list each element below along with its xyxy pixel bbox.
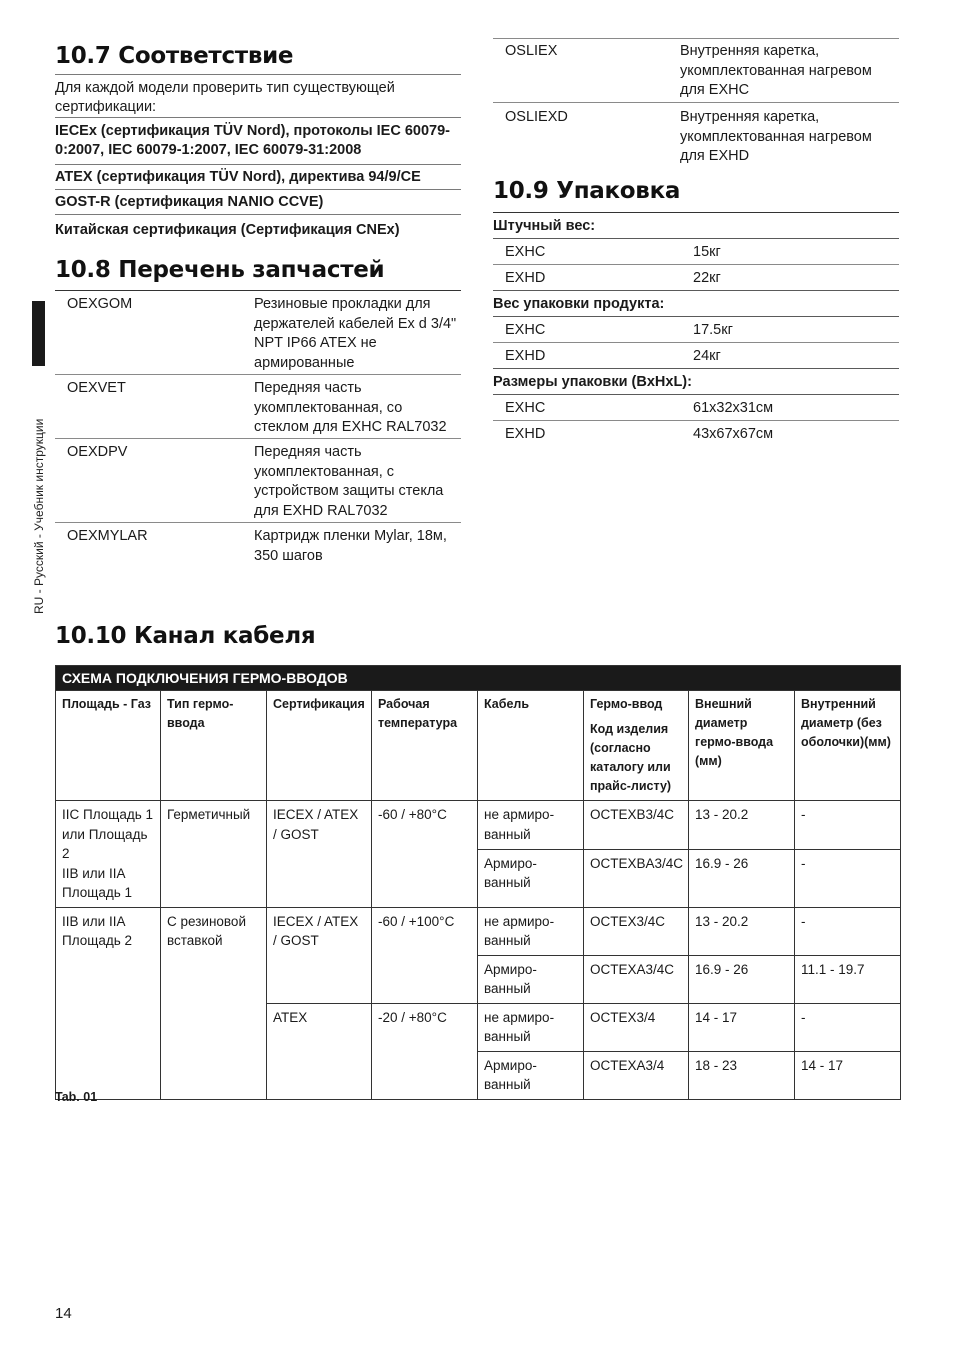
packaging-value: 61x32x31см — [693, 400, 774, 416]
spare-part-row — [493, 39, 899, 103]
cell-outer: 18 - 23 — [689, 1051, 795, 1099]
packaging-row — [493, 239, 899, 265]
cell-area: IIC Площадь 1 или Площадь 2 IIB или IIA Площадь 1 — [56, 801, 161, 908]
col-header-gland-sub: Код изделия (согласно каталогу или прайс-листу) — [590, 722, 672, 793]
cell-code: OCTEXBA3/4C — [584, 849, 689, 907]
cell-cert: ATEX — [267, 1003, 372, 1099]
cell-cert: IECEX / ATEX / GOST — [267, 801, 372, 908]
spare-part-desc: Внутренняя каретка, укомплектованная нагревом для EXHC — [680, 43, 872, 98]
spare-part-desc: Передняя часть укомплектованная, со стеклом для EXHC RAL7032 — [254, 380, 447, 435]
packaging-row — [493, 343, 899, 369]
spare-part-row — [55, 375, 461, 439]
cell-outer: 16.9 - 26 — [689, 849, 795, 907]
cable-gland-table — [55, 665, 901, 1100]
packaging-model: EXHD — [505, 426, 546, 442]
compliance-intro: Для каждой модели проверить тип существующей сертификации: — [55, 75, 461, 118]
cell-inner: - — [795, 849, 901, 907]
cell-code: OCTEXB3/4C — [584, 801, 689, 850]
cell-code: OCTEX3/4 — [584, 1003, 689, 1051]
packaging-value: 22кг — [693, 270, 721, 286]
cell-code: OCTEX3/4C — [584, 907, 689, 955]
section-packaging — [493, 175, 899, 447]
section-spare-parts — [55, 254, 461, 573]
col-header-area: Площадь - Газ — [56, 691, 161, 801]
table-banner: СХЕМА ПОДКЛЮЧЕНИЯ ГЕРМО-ВВОДОВ — [56, 666, 901, 691]
cell-code: OCTEXA3/4 — [584, 1051, 689, 1099]
spare-part-code: OEXDPV — [67, 444, 128, 460]
cell-cable: Армиро-ванный — [478, 1051, 584, 1099]
spare-part-desc: Передняя часть укомплектованная, с устройством защиты стекла для EXHD RAL7032 — [254, 444, 444, 519]
table-caption: Tab. 01 — [55, 1090, 98, 1104]
col-header-gland-title: Гермо-ввод — [590, 697, 663, 711]
spare-part-row — [55, 439, 461, 523]
cell-cable: не армиро-ванный — [478, 801, 584, 850]
cell-inner: 14 - 17 — [795, 1051, 901, 1099]
compliance-item: IECEx (сертификация TÜV Nord), протоколы IEC 60079-0:2007, IEC 60079-1:2007, IEC 60079-31:2008 — [55, 118, 461, 165]
cell-temp: -60 / +100°C — [372, 907, 478, 1003]
packaging-model: EXHC — [505, 322, 546, 338]
cell-type: Герметичный — [161, 801, 267, 908]
packaging-model: EXHD — [505, 270, 546, 286]
section-title-spare-parts: 10.8 Перечень запчастей — [55, 254, 461, 291]
compliance-item: ATEX (сертификация TÜV Nord), директива 94/9/CE — [55, 165, 461, 190]
packaging-row — [493, 265, 899, 291]
spare-part-row — [55, 291, 461, 375]
cell-outer: 16.9 - 26 — [689, 955, 795, 1003]
spare-part-code: OEXMYLAR — [67, 528, 148, 544]
cell-outer: 13 - 20.2 — [689, 907, 795, 955]
cell-inner: - — [795, 801, 901, 850]
col-header-temp: Рабочая температура — [372, 691, 478, 801]
packaging-value: 17.5кг — [693, 322, 733, 338]
packaging-row — [493, 395, 899, 421]
cell-temp: -60 / +80°C — [372, 801, 478, 908]
col-header-cable: Кабель — [478, 691, 584, 801]
packaging-value: 15кг — [693, 244, 721, 260]
packaging-model: EXHD — [505, 348, 546, 364]
col-header-outer: Внешний диаметр гермо-ввода (мм) — [689, 691, 795, 801]
section-title-cable-channel: 10.10 Канал кабеля — [55, 623, 316, 649]
spare-part-code: OEXVET — [67, 380, 126, 396]
spare-part-row — [493, 103, 899, 169]
packaging-model: EXHC — [505, 400, 546, 416]
packaging-value: 24кг — [693, 348, 721, 364]
spare-part-code: OEXGOM — [67, 296, 133, 312]
cell-inner: 11.1 - 19.7 — [795, 955, 901, 1003]
col-header-cert: Сертификация — [267, 691, 372, 801]
cell-area: IIB или IIA Площадь 2 — [56, 907, 161, 1099]
packaging-row — [493, 421, 899, 447]
spare-part-desc: Внутренняя каретка, укомплектованная нагревом для EXHD — [680, 109, 872, 164]
compliance-item: GOST-R (сертификация NANIO CCVE) — [55, 190, 461, 215]
packaging-row — [493, 317, 899, 343]
spare-parts-continued — [493, 38, 899, 169]
cell-inner: - — [795, 907, 901, 955]
spare-part-code: OSLIEXD — [505, 109, 568, 125]
col-header-type: Тип гермо-ввода — [161, 691, 267, 801]
packaging-group-heading: Размеры упаковки (BxHxL): — [493, 369, 899, 395]
col-header-inner: Внутренний диаметр (без оболочки)(мм) — [795, 691, 901, 801]
spare-part-row — [55, 523, 461, 573]
section-compliance — [55, 40, 461, 240]
packaging-value: 43x67x67см — [693, 426, 774, 442]
packaging-group-heading: Штучный вес: — [493, 213, 899, 239]
page-number: 14 — [55, 1305, 72, 1322]
spare-part-code: OSLIEX — [505, 43, 558, 59]
section-title-compliance: 10.7 Соответствие — [55, 40, 461, 75]
packaging-group-heading: Вес упаковки продукта: — [493, 291, 899, 317]
cell-code: OCTEXA3/4C — [584, 955, 689, 1003]
spare-part-desc: Резиновые прокладки для держателей кабелей Ex d 3/4" NPT IP66 ATEX не армированные — [254, 296, 457, 371]
compliance-item: Китайская сертификация (Сертификация CNEx) — [55, 222, 400, 238]
col-header-gland — [584, 691, 689, 801]
cell-cable: не армиро-ванный — [478, 907, 584, 955]
spare-part-desc: Картридж пленки Mylar, 18м, 350 шагов — [254, 528, 447, 564]
cell-outer: 13 - 20.2 — [689, 801, 795, 850]
cell-type: С резиновой вставкой — [161, 907, 267, 1099]
cell-outer: 14 - 17 — [689, 1003, 795, 1051]
sidebar-label: RU - Русский - Учебник инструкции — [32, 418, 46, 614]
sidebar-marker — [32, 301, 45, 366]
cell-cert: IECEX / ATEX / GOST — [267, 907, 372, 1003]
cell-cable: не армиро-ванный — [478, 1003, 584, 1051]
cell-cable: Армиро-ванный — [478, 849, 584, 907]
cell-temp: -20 / +80°C — [372, 1003, 478, 1099]
section-title-packaging: 10.9 Упаковка — [493, 175, 899, 213]
cell-cable: Армиро-ванный — [478, 955, 584, 1003]
cell-inner: - — [795, 1003, 901, 1051]
packaging-model: EXHC — [505, 244, 546, 260]
